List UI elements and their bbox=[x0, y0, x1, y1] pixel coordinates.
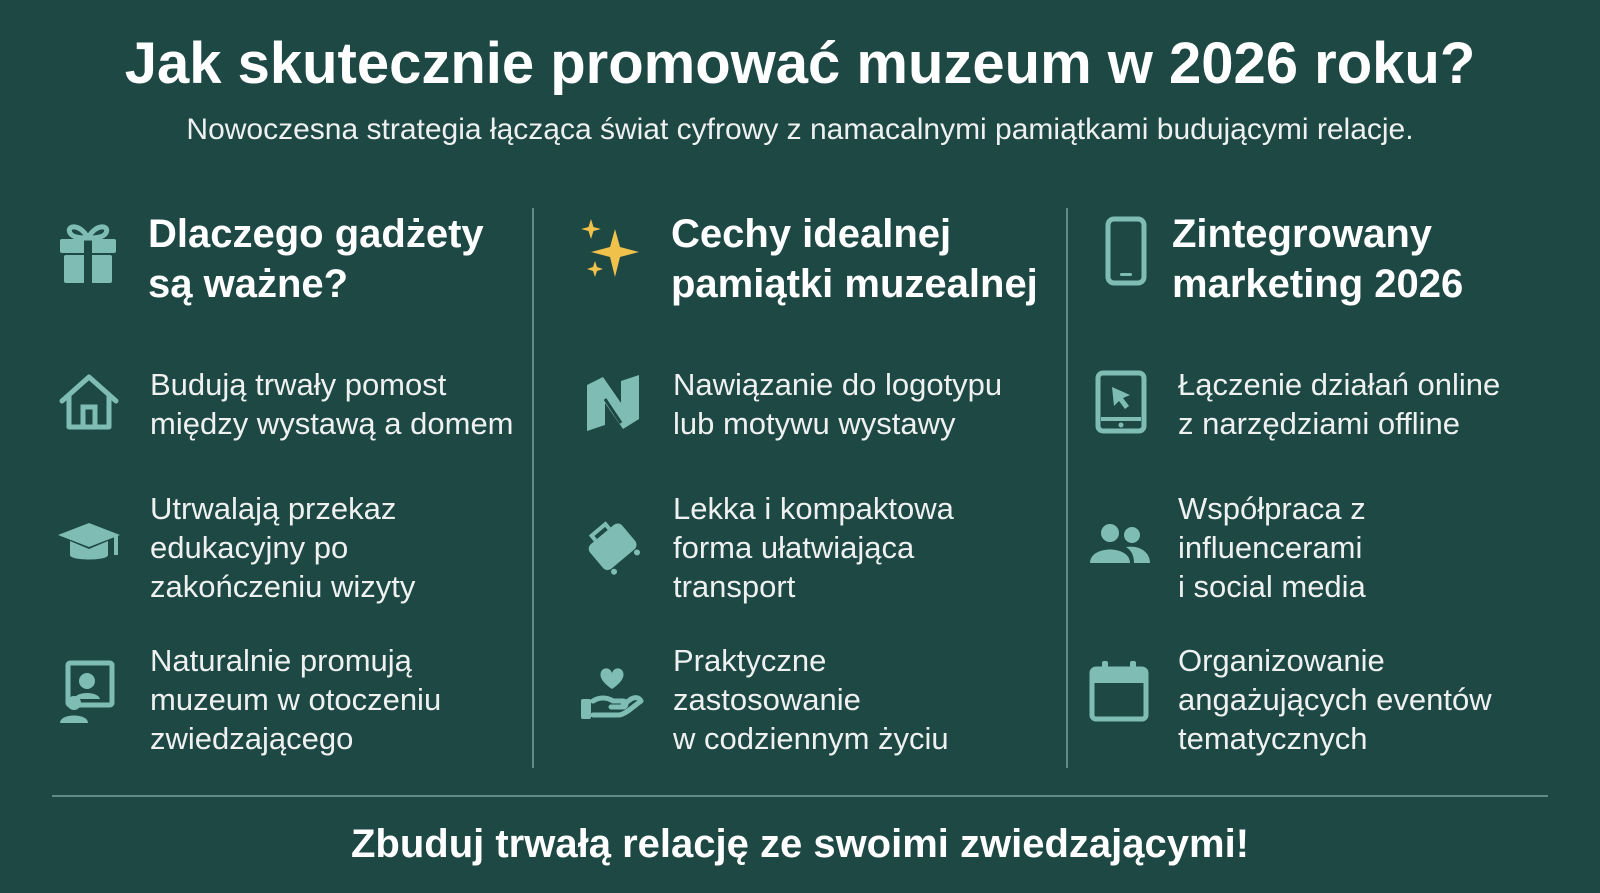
graduation-cap-icon bbox=[56, 513, 122, 579]
smartphone-icon bbox=[1090, 215, 1162, 287]
hand-heart-icon bbox=[579, 659, 645, 725]
sparkles-icon bbox=[575, 215, 647, 287]
item-text-line: edukacyjny po bbox=[150, 530, 349, 565]
list-item bbox=[40, 641, 560, 761]
page-subtitle: Nowoczesna strategia łącząca świat cyfrowy z namacalnymi pamiątkami budującymi relacje. bbox=[186, 113, 1414, 146]
item-text-line: Utrwalają przekaz bbox=[150, 491, 397, 526]
item-text-line: forma ułatwiająca bbox=[673, 530, 915, 565]
item-text-line: transport bbox=[673, 569, 796, 604]
item-text-line: Praktyczne bbox=[673, 643, 827, 678]
item-text-line: angażujących eventów bbox=[1178, 682, 1492, 717]
item-text-line: Łączenie działań online bbox=[1178, 367, 1501, 402]
column-heading-line: Zintegrowany bbox=[1172, 212, 1433, 256]
item-text-line: tematycznych bbox=[1178, 721, 1368, 756]
item-text-line: zwiedzającego bbox=[150, 721, 354, 756]
item-text-line: Lekka i kompaktowa bbox=[673, 491, 954, 526]
item-text-line: Organizowanie bbox=[1178, 643, 1385, 678]
list-item bbox=[563, 641, 1083, 761]
gift-icon bbox=[52, 215, 124, 287]
item-text-line: w codziennym życiu bbox=[673, 721, 949, 756]
footer-tagline: Zbuduj trwałą relację ze swoimi zwiedzającymi! bbox=[350, 822, 1250, 866]
column-heading bbox=[40, 205, 540, 315]
item-text-line: zastosowanie bbox=[673, 682, 861, 717]
column-why-gadgets bbox=[40, 205, 540, 765]
home-icon bbox=[56, 369, 122, 435]
item-text-line: Współpraca z bbox=[1178, 491, 1366, 526]
luggage-icon bbox=[579, 513, 645, 579]
list-item bbox=[563, 365, 1083, 485]
item-text-line: influencerami bbox=[1178, 530, 1363, 565]
item-text-line: i social media bbox=[1178, 569, 1366, 604]
column-heading bbox=[1090, 205, 1590, 315]
list-item bbox=[40, 365, 560, 485]
calendar-icon bbox=[1086, 659, 1152, 725]
item-text-line: Budują trwały pomost bbox=[150, 367, 447, 402]
page-title: Jak skutecznie promować muzeum w 2026 roku? bbox=[124, 31, 1476, 96]
tablet-cursor-icon bbox=[1088, 369, 1154, 435]
list-item bbox=[1090, 641, 1600, 761]
item-text-line: lub motywu wystawy bbox=[673, 406, 956, 441]
column-heading bbox=[563, 205, 1063, 315]
item-text-line: zakończeniu wizyty bbox=[150, 569, 416, 604]
item-text-line: Nawiązanie do logotypu bbox=[673, 367, 1003, 402]
logo-n-icon bbox=[579, 369, 645, 435]
list-item bbox=[1090, 365, 1600, 485]
footer-divider bbox=[52, 795, 1548, 797]
column-heading-line: pamiątki muzealnej bbox=[671, 262, 1038, 306]
column-heading-line: marketing 2026 bbox=[1172, 262, 1464, 306]
item-text-line: między wystawą a domem bbox=[150, 406, 514, 441]
column-integrated-marketing bbox=[1090, 205, 1590, 765]
person-portrait-icon bbox=[56, 659, 122, 725]
list-item bbox=[40, 489, 560, 609]
list-item bbox=[563, 489, 1083, 609]
list-item bbox=[1090, 489, 1600, 609]
column-heading-line: Dlaczego gadżety bbox=[148, 212, 484, 256]
column-heading-line: są ważne? bbox=[148, 262, 349, 306]
item-text-line: muzeum w otoczeniu bbox=[150, 682, 442, 717]
column-heading-line: Cechy idealnej bbox=[671, 212, 952, 256]
people-icon bbox=[1086, 513, 1152, 579]
item-text-line: z narzędziami offline bbox=[1178, 406, 1461, 441]
column-ideal-souvenir bbox=[563, 205, 1063, 765]
item-text-line: Naturalnie promują bbox=[150, 643, 412, 678]
